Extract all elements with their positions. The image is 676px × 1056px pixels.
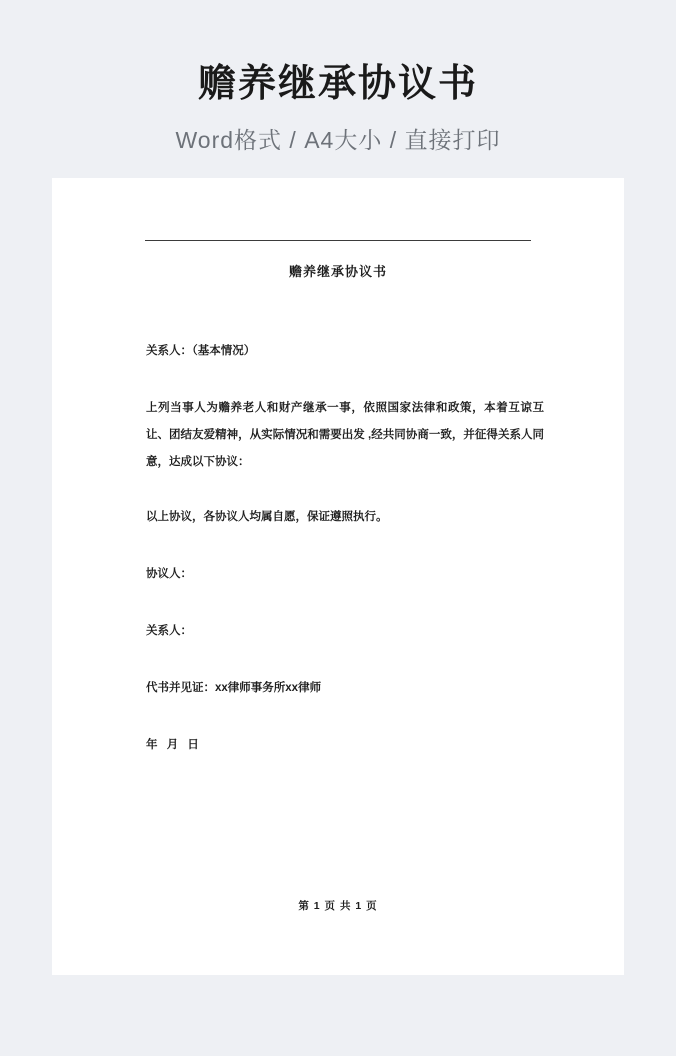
document-paragraph-main: 上列当事人为赡养老人和财产继承一事，依照国家法律和政策，本着互谅互让、团结友爱精神，从实际情况和需要出发 ,经共同协商一致，并征得关系人同意，达成以下协议：	[146, 402, 544, 469]
document-date-line: 年 月 日	[146, 739, 202, 752]
document-signature-relation-party: 关系人：	[146, 625, 192, 638]
document-body	[104, 338, 572, 759]
document-divider	[145, 240, 531, 241]
page-title: 赡养继承协议书	[197, 63, 478, 105]
document-paragraph-relations: 关系人：（基本情况）	[146, 345, 256, 357]
document-page-footer: 第 1 页 共 1 页	[298, 900, 378, 912]
page-subtitle: Word格式 / A4大小 / 直接打印	[175, 126, 501, 153]
document-signature-witness: 代书并见证：xx律师事务所xx律师	[146, 682, 322, 695]
document-paragraph-conclusion: 以上协议，各协议人均属自愿，保证遵照执行。	[146, 511, 388, 524]
document-signature-agreement-party: 协议人：	[146, 568, 192, 581]
document-title: 赡养继承协议书	[288, 264, 387, 279]
document-sheet	[52, 178, 624, 975]
page-header	[0, 0, 676, 155]
